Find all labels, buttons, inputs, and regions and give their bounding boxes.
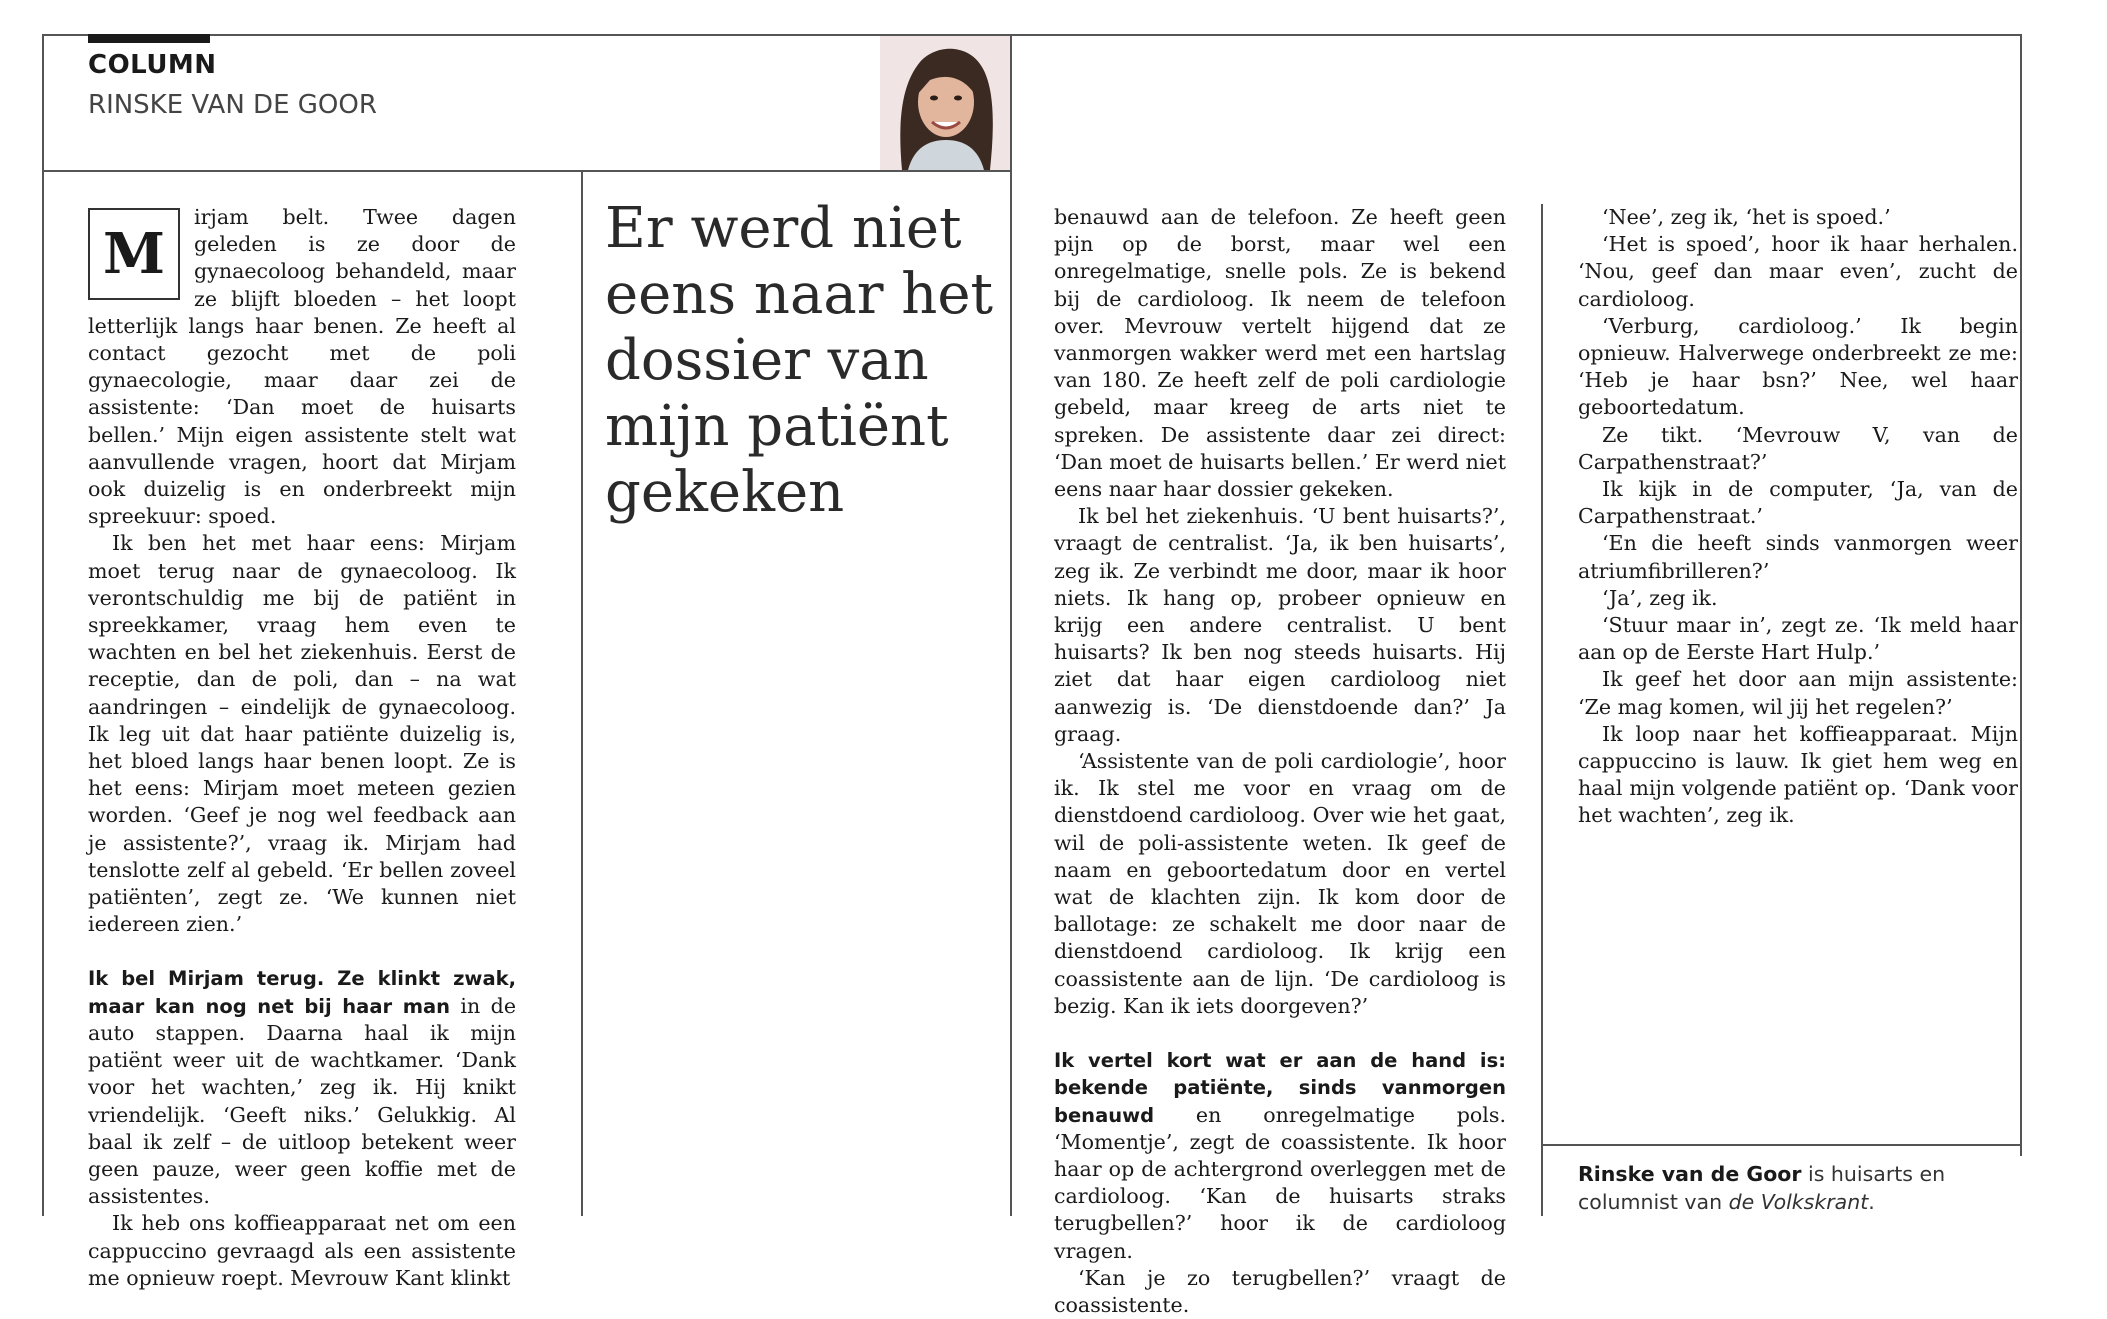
column-kicker: COLUMN: [88, 50, 217, 80]
article-paragraph: ‘Assistente van de poli cardiologie’, hoor ik. Ik stel me voor en vraag om de dienstdoend cardioloog. Over wie het gaat, wil de poli-assistente weten. Ik geef de naam en geboortedatum door en vertel wat de klachten zijn. Ik kom door de ballotage: ze schakelt me door naar de dienstdoend cardioloog. Ik krijg een coassistente aan de lijn. ‘De cardioloog is bezig. Kan ik iets doorgeven?’: [1054, 749, 1506, 1018]
frame-left-border: [42, 34, 44, 1216]
article-paragraph: [88, 965, 516, 1210]
article-column-3: [1054, 204, 1506, 1317]
article-paragraph: ‘Stuur maar in’, zegt ze. ‘Ik meld haar aan op de Eerste Hart Hulp.’: [1578, 613, 2018, 665]
author-portrait: [880, 36, 1010, 170]
frame-right-border: [2020, 34, 2022, 1156]
column-divider-1: [581, 170, 583, 1216]
article-paragraph: Ik geef het door aan mijn assistente: ‘Ze mag komen, wil jij het regelen?’: [1578, 667, 2018, 719]
article-headline: Er werd niet eens naar het dossier van mijn patiënt gekeken: [605, 196, 994, 525]
author-bio: [1578, 1160, 2018, 1216]
article-column-1: [88, 204, 517, 1290]
article-paragraph: Ik kijk in de computer, ‘Ja, van de Carpathenstraat.’: [1578, 477, 2018, 529]
article-paragraph: benauwd aan de telefoon. Ze heeft geen pijn op de borst, maar wel een onregelmatige, snelle pols. Ze is bekend bij de cardioloog. Ik neem de telefoon over. Mevrouw vertelt hijgend dat ze vanmorgen wakker werd met een hartslag van 180. Ze heeft zelf de poli cardiologie gebeld, maar kreeg de arts niet te spreken. De assistente daar zei direct: ‘Dan moet de huisarts bellen.’ Er werd niet eens naar haar dossier gekeken.: [1054, 205, 1506, 502]
article-paragraph: [1054, 1047, 1506, 1265]
bio-newspaper: de Volkskrant: [1728, 1190, 1869, 1214]
paragraph-text: in de auto stappen. Daarna haal ik mijn patiënt weer uit de wachtkamer. ‘Dank voor het wachten,’ zeg ik. Hij knikt vriendelijk. ‘Geeft niks.’ Gelukkig. Al baal ik zelf – de uitloop betekent weer geen pauze, weer geen koffie met de assistentes.: [88, 993, 517, 1209]
column-divider-3: [1541, 204, 1543, 1216]
article-paragraph: ‘Het is spoed’, hoor ik haar herhalen. ‘Nou, geef dan maar even’, zucht de cardioloog.: [1578, 232, 2018, 311]
article-paragraph: Ik loop naar het koffieapparaat. Mijn cappuccino is lauw. Ik giet hem weg en haal mijn volgende patiënt op. ‘Dank voor het wachten’, zeg ik.: [1578, 721, 2018, 828]
article-paragraph: Ik ben het met haar eens: Mirjam moet terug naar de gynaecoloog. Ik verontschuldig me bij de patiënt in spreekkamer, vraag hem even te wachten en bel het ziekenhuis. Eerst de receptie, dan de poli, dan – na wat aandringen – eindelijk de gynaecoloog. Ik leg uit dat haar patiënte duizelig is, het bloed langs haar benen loopt. Ze is het eens: Mirjam moet meteen gezien worden. ‘Geef je nog wel feedback aan je assistente?’, vraag ik. Mirjam had tenslotte zelf al gebeld. ‘Er bellen zoveel patiënten’, zegt ze. ‘We kunnen niet iedereen zien.’: [88, 531, 516, 937]
lead-in: Ik bel Mirjam terug. Ze klinkt zwak, maar kan nog net bij haar man: [88, 967, 516, 1018]
article-paragraph: Ik bel het ziekenhuis. ‘U bent huisarts?’, vraagt de centralist. ‘Ja, ik ben huisarts’, zeg ik. Ze verbindt me door, maar ik hoor niets. Ik hang op, probeer opnieuw en krijg een andere centralist. U bent huisarts? Ik ben nog steeds huisarts. Hij ziet dat haar eigen cardioloog niet aanwezig is. ‘De dienstdoende dan?’ Ja graag.: [1054, 504, 1506, 746]
article-paragraph: Ze tikt. ‘Mevrouw V, van de Carpathenstraat?’: [1578, 422, 2018, 474]
article-paragraph: Ik heb ons koffieapparaat net om een cappuccino gevraagd als een assistente me opnieuw roept. Mevrouw Kant klinkt: [88, 1211, 516, 1290]
bio-end: .: [1868, 1190, 1875, 1214]
column-label-bar: [88, 34, 210, 43]
author-byline: RINSKE VAN DE GOOR: [88, 90, 377, 120]
header-divider: [42, 170, 1010, 172]
lead-in: Ik vertel kort wat er aan de hand is: bekende patiënte, sinds vanmorgen benauwd: [1054, 1049, 1506, 1127]
bio-text: is huisarts en columnist van: [1578, 1162, 1946, 1214]
article-paragraph: ‘Verburg, cardioloog.’ Ik begin opnieuw. Halverwege onderbreekt ze me: ‘Heb je haar bsn?’ Nee, wel haar geboortedatum.: [1578, 313, 2018, 420]
paragraph-text: irjam belt. Twee dagen geleden is ze door de gynaecoloog behandeld, maar ze blijft bloeden – het loopt letterlijk langs haar benen. Ze heeft al contact gezocht met de poli gynaecologie, maar daar zei de assistente: ‘Dan moet de huisarts bellen.’ Mijn eigen assistente stelt wat aanvullende vragen, hoort dat Mirjam ook duizelig is en onderbreekt mijn spreekuur: spoed.: [88, 205, 516, 529]
article-paragraph: ‘En die heeft sinds vanmorgen weer atriumfibrilleren?’: [1578, 531, 2018, 583]
article-column-4: [1578, 204, 2018, 1134]
paragraph-text: en onregelmatige pols. ‘Momentje’, zegt de coassistente. Ik hoor haar op de achtergrond overleggen met de cardioloog. ‘Kan de huisarts straks terugbellen?’ hoor ik de cardioloog vragen.: [1054, 1102, 1506, 1263]
article-paragraph: ‘Nee’, zeg ik, ‘het is spoed.’: [1602, 205, 1891, 229]
frame-top-border: [42, 34, 2022, 36]
article-paragraph: [88, 204, 516, 530]
article-paragraph: ‘Ja’, zeg ik.: [1602, 585, 1718, 610]
bio-name: Rinske van de Goor: [1578, 1162, 1802, 1186]
article-paragraph: ‘Kan je zo terugbellen?’ vraagt de coassistente.: [1054, 1265, 1506, 1317]
drop-cap: M: [88, 208, 180, 300]
bio-divider: [1541, 1144, 2022, 1146]
column-divider-2: [1010, 34, 1012, 1216]
